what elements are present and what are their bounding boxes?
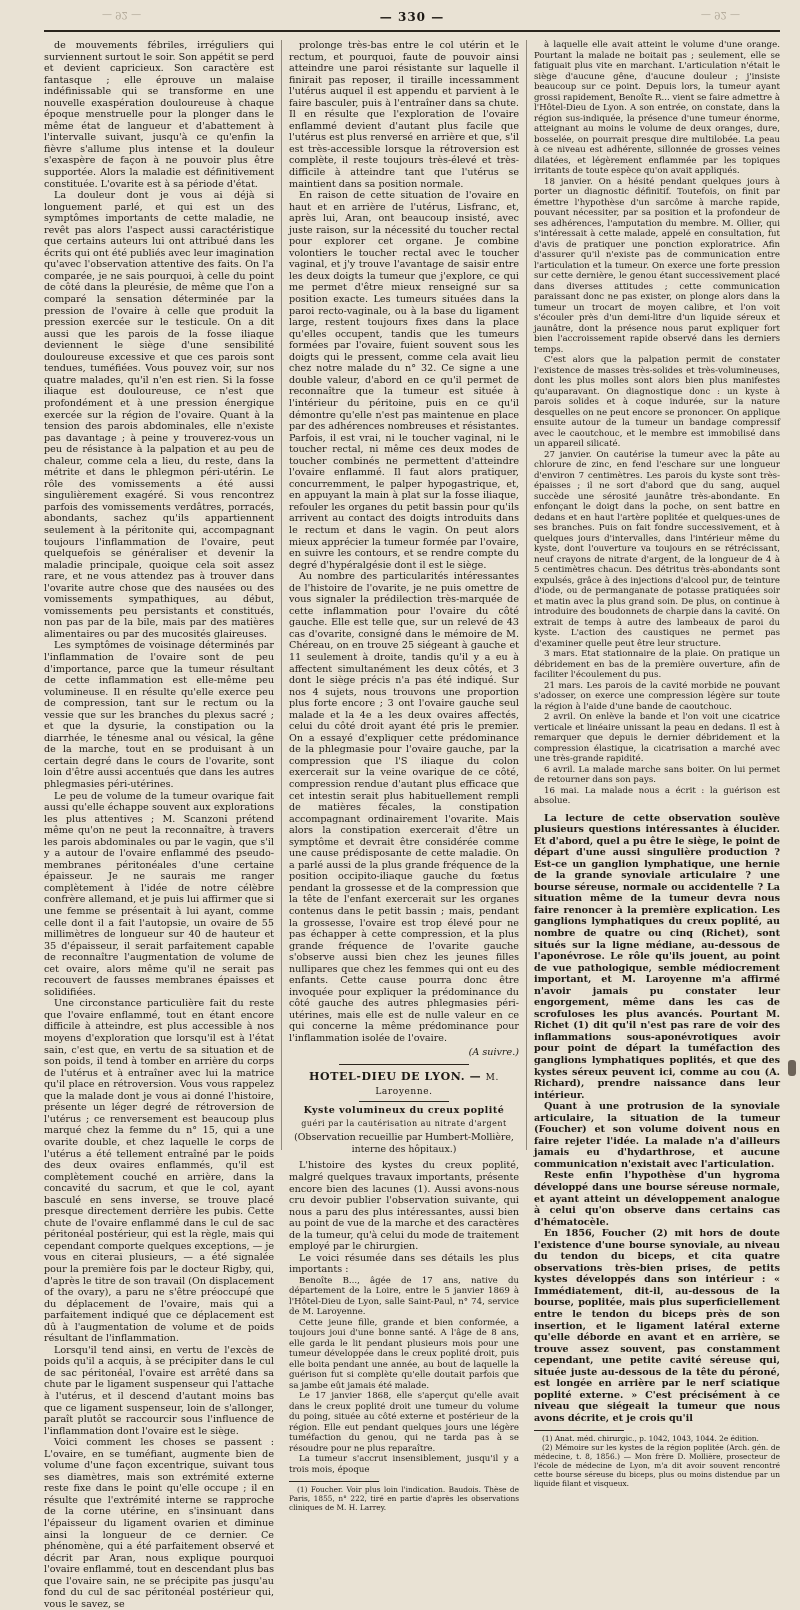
case-report bbox=[289, 1276, 519, 1476]
article-subtitle: guéri par la cautérisation au nitrate d'argent bbox=[301, 1118, 507, 1128]
paragraph: 21 mars. Les parois de la cavité morbide ne pouvant s'adosser, on exerce une compression légère sur toute la région à l'aide d'une bande de caoutchouc. bbox=[534, 680, 780, 712]
bleed-through-text-left: — 92 — bbox=[102, 9, 142, 20]
hospital-title: HOTEL-DIEU DE LYON. — bbox=[309, 1070, 482, 1084]
paragraph: 2 avril. On enlève la bande et l'on voit une cicatrice verticale et linéaire unissant la peau en dedans. Il est à remarquer que depuis le dernier débridement et la compression élastique, la cicatrisation a marché avec une très-grande rapidité. bbox=[534, 712, 780, 764]
footnote-rule bbox=[534, 1430, 624, 1431]
paragraph: 27 janvier. On cautérise la tumeur avec la pâte au chlorure de zinc, en fend l'eschare sur une longueur d'environ 7 centimètres. Les parois du kyste sont très-épaisses ; il ne sort d'abord que du sang, auquel succède une sérosité jaunâtre très-abondante. En enfonçant le doigt dans la poche, on sent battre en dedans et en haut l'artère poplitée et quelques-unes de ses branches. Puis on fait fondre successivement, et à quelques jours d'intervalles, dans l'intérieur même du kyste, dont l'ouverture va toujours en se rétrécissant, neuf crayons de nitrate d'argent, de la longueur de 4 à 5 centimètres chacun. Des détritus très-abondants sont expulsés, grâce à des injections d'alcool pur, de teinture d'iode, ou de permanganate de potasse pratiquées soir et matin avec la plus grand soin. De plus, on continue à introduire des boudonnets de charpie dans la cavité. On extrait de temps à autre des lambeaux de paroi du kyste. L'action des caustiques ne permet pas d'examiner quelle peut être leur structure. bbox=[534, 449, 780, 649]
section-divider bbox=[339, 1064, 469, 1065]
paragraph: Une circonstance particulière fait du reste que l'ovaire enflammé, tout en étant encore difficile à atteindre, est plus accessible à nos moyens d'exploration que lorsqu'il est à l'état sain, c'est que, en vertu de sa situation et de son poids, il tend à tomber en arrière du corps de l'utérus et à entraîner avec lui la matrice qu'il place en rétroversion. Vous vous rappelez que la malade dont je vous ai donné l'histoire, présente un léger degré de rétroversion de l'utérus ; ce renversement est beaucoup plus marqué chez la femme du n° 15, qui a une ovarite double, et chez laquelle le corps de l'utérus a été tellement entraîné par le poids des deux ovaires enflammés, qu'il est complètement couché en arrière, dans la concavité du sacrum, et que le col, ayant basculé en sens inverse, se trouve placé presque directement derrière les pubis. Cette chute de l'ovaire enflammé dans le cul de sac péritonéal postérieur, qui est la règle, mais qui cependant comporte quelques exceptions, — je vous en citerai plusieurs, — a été signalée pour la première fois par le docteur Rigby, qui, d'après le titre de son travail (On displacement of the ovary), a paru ne s'être préoccupé que du déplacement de l'ovaire, mais qui a parfaitement indiqué que ce déplacement est dû à l'augmentation de volume et de poids résultant de l'inflammation. bbox=[44, 998, 274, 1345]
paragraph: 3 mars. Etat stationnaire de la plaie. On pratique un débridement en bas de la première ouverture, afin de faciliter l'écoulement du pus. bbox=[534, 649, 780, 680]
paragraph: C'est alors que la palpation permit de constater l'existence de masses très-solides et très-volumineuses, dont les plus molles sont alors bien plus manifestes qu'auparavant. On diagnostique donc : un kyste à parois solides et à coque indurée, sur la nature desquelles on ne peut encore se prononcer. On applique ensuite autour de la tumeur un bandage compressif avec le caoutchouc, et le membre est immobilisé dans un appareil silicaté. bbox=[534, 355, 780, 449]
paragraph: Lorsqu'il tend ainsi, en vertu de l'excès de poids qu'il a acquis, à se précipiter dans le cul de sac péritonéal, l'ovaire est arrêté dans sa chute par le ligament suspenseur qui l'attache à l'utérus, et il descend d'autant moins bas que ce ligament suspenseur, loin de s'allonger, paraît plutôt se raccourcir sous l'influence de l'inflammation dont l'ovaire est le siège. bbox=[44, 1344, 274, 1437]
paragraph: Les symptômes de voisinage déterminés par l'inflammation de l'ovaire sont de peu d'importance, parce que la tumeur résultant de cette inflammation est elle-même peu volumineuse. Il en résulte qu'elle exerce peu de compression, tant sur le rectum ou la vessie que sur les branches du plexus sacré ; et que la dysurie, la constipation ou la diarrhée, le ténesme anal ou vésical, la gêne de la marche, tout en se produisant à un certain degré dans le cours de l'ovarite, sont loin d'être aussi accentués que dans les autres phlegmasies péri-utérines. bbox=[44, 640, 274, 790]
footnote: (1) Anat. méd. chirurgic., p. 1042, 1043, 1044. 2e édition. bbox=[542, 1434, 759, 1444]
paragraph: 18 janvier. On a hésité pendant quelques jours à porter un diagnostic définitif. Toutefois, on finit par émettre l'hypothèse d'un sarcôme à marche rapide, pouvant nécessiter, par sa position et la profondeur de ses adhérences, l'amputation du membre. M. Ollier, qui s'intéressait à cette malade, appelé en consultation, fut d'avis de pratiquer une ponction exploratrice. Afin d'assurer qu'il n'existe pas de communication entre l'articulation et la tumeur. On exerce une forte pression sur cette dernière, le genou étant successivement placé dans diverses attitudes ; cette communication paraissant donc ne pas exister, on plonge alors dans la tumeur un trocart de moyen calibre, et l'on voit s'écouler près d'un demi-litre d'un liquide séreux et jaunâtre, dont la présence nous parut expliquer fort bien l'accroissement rapide observé dans les derniers temps. bbox=[534, 176, 780, 355]
paragraph: En raison de cette situation de l'ovaire en haut et en arrière de l'utérus, Lisfranc, et, après lui, Aran, ont beaucoup insisté, avec juste raison, sur la nécessité du toucher rectal pour explorer cet organe. Je combine volontiers le toucher rectal avec le toucher vaginal, et j'y trouve l'avantage de saisir entre les deux doigts la tumeur que j'explore, ce qui me permet d'être mieux renseigné sur sa position exacte. Les tumeurs situées dans la paroi recto-vaginale, ou à la base du ligament large, restent toujours fixes dans la place qu'elles occupent, tandis que les tumeurs formées par l'ovaire, fuient souvent sous les doigts qui le pressent, comme cela avait lieu chez notre malade du n° 32. Ce signe a une double valeur, d'abord en ce qu'il permet de reconnaître que la tumeur est située à l'intérieur du péritoine, puis en ce qu'il démontre qu'elle n'est pas maintenue en place par des adhérences nombreuses et résistantes. Parfois, il est vrai, ni le toucher vaginal, ni le toucher rectal, ni même ces deux modes de toucher combinés ne permettent d'atteindre l'ovaire enflammé. Il faut alors pratiquer, concurremment, le palper hypogastrique, et, en appuyant la main à plat sur la fosse iliaque, refouler les organes du petit bassin pour qu'ils arrivent au contact des doigts introduits dans le rectum et dans le vagin. On peut alors mieux apprécier la tumeur formée par l'ovaire, en suivre les contours, et se rendre compte du degré d'hypéralgésie dont il est le siège. bbox=[289, 190, 519, 571]
page-header bbox=[44, 8, 780, 32]
paragraph: à laquelle elle avait atteint le volume d'une orange. Pourtant la malade ne boitait pas ; seulement, elle se fatiguait plus vite en marchant. L'articulation n'était le siège d'aucune gêne, d'aucune douleur ; j'insiste beaucoup sur ce point. Depuis lors, la tumeur ayant grossi rapidement, Benoîte R... vient se faire admettre à l'Hôtel-Dieu de Lyon. A son entrée, on constate, dans la région sus-indiquée, la présence d'une tumeur énorme, atteignant au moins le volume de deux oranges, dure, bosselée, on pourrait presque dire multilobée. La peau à ce niveau est adhérente, sillonnée de grosses veines dilatées, et légèrement enflammée par les topiques irritants de toute espèce qu'on avait appliqués. bbox=[534, 40, 780, 176]
paragraph: de mouvements fébriles, irréguliers qui surviennent surtout le soir. Son appétit se perd et devient capricieux. Son caractère est fantasque ; elle éprouve un malaise indéfinissable qui se transforme en une nouvelle exaspération douloureuse à chaque époque menstruelle pour la plonger dans le même état de langueur et d'abattement à l'intervalle suivant, jusqu'à ce qu'enfin la fièvre s'allume plus intense et la douleur s'exaspère de façon à ne pouvoir plus être supportée. Alors la maladie est définitivement constituée. L'ovarite est à sa période d'état. bbox=[44, 40, 274, 190]
paragraph: Voici comment les choses se passent : L'ovaire, en se tuméfiant, augmente bien de volume d'une façon excentrique, suivant tous ses diamètres, mais son extrémité externe reste fixe dans le point qu'elle occupe ; il en résulte que l'extrémité interne se rapproche de la corne utérine, en s'insinuant dans l'épaisseur du ligament ovarien et diminue ainsi la longueur de ce dernier. Ce phénomène, qui a été parfaitement observé et décrit par Aran, nous explique pourquoi l'ovaire enflammé, tout en descendant plus bas que l'ovaire sain, ne se précipite pas jusqu'au fond du cul de sac péritonéal postérieur qui, vous le savez, se bbox=[44, 1437, 274, 1610]
page-number: — 330 — bbox=[379, 10, 445, 24]
paper-stain bbox=[788, 1060, 796, 1076]
paragraph: La douleur dont je vous ai déjà si longuement parlé, et qui est un des symptômes importants de cette maladie, ne revêt pas alors l'aspect aussi caractéristique que certains auteurs lui ont attribué dans les écrits qui ont été publiés avec leur imagination qu'avec l'observation attentive des faits. On l'a comparée, je ne sais pourquoi, à celle du point de côté dans la pleurésie, de même que l'on a comparé la sensation déterminée par la pression de l'ovaire à celle que produit la pression exercée sur le testicule. On a dit aussi que les parois de la fosse iliaque deviennent le siège d'une sensibilité douloureuse excessive et que ces parois sont tendues, tuméfiées. Vous pouvez voir, sur nos quatre malades, qu'il n'en est rien. Si la fosse iliaque est douloureuse, ce n'est que profondément et à une pression énergique exercée sur la région de l'ovaire. Quant à la tension des parois abdominales, elle n'existe pas davantage ; à peine y trouverez-vous un peu de résistance à la palpation et au peu de chaleur, comme cela a lieu, du reste, dans la métrite et dans le phlegmon péri-utérin. Le rôle des vomissements a été aussi singulièrement exagéré. Si vous rencontrez parfois des vomissements verdâtres, porracés, abondants, sachez qu'ils appartiennent seulement à la péritonite qui, accompagnant toujours l'inflammation de l'ovaire, peut quelquefois se généraliser et devenir la maladie principale, quoique cela soit assez rare, et ne vous attendez pas à trouver dans l'ovarite autre chose que des nausées ou des vomissements sympathiques, au début, vomissements peu persistants et constitués, non pas par de la bile, mais par des matières alimentaires ou par des mucosités glaireuses. bbox=[44, 190, 275, 640]
article-title: Kyste volumineux du creux poplité bbox=[303, 1105, 505, 1117]
paragraph: En 1856, Foucher (2) mit hors de doute l'existence d'une bourse synoviale, au niveau du tendon du biceps, et cita quatre observations très-bien prises, de petits kystes développés dans son intérieur : « Immédiatement, dit-il, au-dessous de la bourse, poplitée, mais plus superficiellement entre le tendon du biceps près de son insertion, et le ligament latéral externe qu'elle déborde en avant et en arrière, se trouve assez souvent, pas constamment cependant, une petite cavité séreuse qui, située juste au-dessous de la tête du péroné, est longée en arrière par le nerf sciatique poplité externe. » C'est précisément à ce niveau que siégeait la tumeur que nous avons décrite, et je crois qu'il bbox=[534, 1228, 780, 1424]
column-divider bbox=[281, 40, 282, 1150]
footnotes-middle bbox=[289, 1485, 519, 1512]
paragraph: Le voici résumée dans ses détails les plus importants : bbox=[289, 1252, 519, 1276]
bleed-through-text-right: — 92 — bbox=[700, 9, 740, 20]
paragraph: La lecture de cette observation soulève plusieurs questions intéressantes à élucider. Et d'abord, quel a pu être le siège, le point de départ d'une aussi singulière production ? Est-ce un ganglion lymphatique, une hernie de la grande synoviale articulaire ? une bourse séreuse, normale ou accidentelle ? La situation même de la tumeur devra nous faire renoncer à la première explication. Les ganglions lymphatiques du creux poplité, au nombre de quatre ou cinq (Richet), sont situés sur la ligne médiane, au-dessous de l'aponévrose. Le rôle qu'ils jouent, au point de vue pathologique, semble médiocrement important, et M. Laroyenne m'a affirmé n'avoir jamais pu constater leur engorgement, même dans les cas de scrofuloses les plus avancés. Pourtant M. Richet (1) dit qu'il n'est pas rare de voir des inflammations sous-aponévrotiques avoir pour point de départ la tuméfaction des ganglions lymphatiques poplités, et que des kystes séreux peuvent ici, comme au cou (A. Richard), prendre naissance dans leur intérieur. bbox=[534, 812, 781, 1101]
paragraph: Cette jeune fille, grande et bien conformée, a toujours joui d'une bonne santé. A l'âge de 8 ans, elle garda le lit pendant plusieurs mois pour une tumeur développée dans le creux poplité droit, puis elle boita pendant une année, au bout de laquelle la guérison fut si complète qu'elle doutait parfois que sa jambe eût jamais été malade. bbox=[289, 1317, 519, 1391]
case-report-continued bbox=[534, 40, 780, 807]
paragraph: La tumeur s'accrut insensiblement, jusqu'il y a trois mois, époque bbox=[289, 1454, 519, 1475]
heading-rule bbox=[359, 1101, 449, 1102]
paragraph: Quant à une protrusion de la synoviale articulaire, la situation de la tumeur (Foucher) et son volume doivent nous en faire rejeter l'idée. La malade n'a d'ailleurs jamais eu d'hydarthrose, et aucune communication n'existait avec l'articulation. bbox=[534, 1101, 780, 1170]
column-middle bbox=[289, 40, 519, 1513]
hospital-heading bbox=[289, 1071, 519, 1098]
paragraph: Le peu de volume de la tumeur ovarique fait aussi qu'elle échappe souvent aux explorations les plus attentives ; M. Scanzoni prétend même qu'on ne peut la reconnaître, à travers les parois abdominales ou par le vagin, que s'il y a autour de l'ovaire enflammé des pseudo-membranes péritonéales d'une certaine épaisseur. Je ne saurais me ranger complètement à l'idée de notre célèbre confrère allemand, et je puis lui affirmer que si une femme se présentait à lui ayant, comme celle dont il a fait l'autopsie, un ovaire de 55 millimètres de longueur sur 40 de hauteur et 35 d'épaisseur, il serait parfaitement capable de reconnaître l'augmentation de volume de cet ovaire, alors même qu'il ne serait pas recouvert de fausses membranes épaisses et solidifiées. bbox=[44, 790, 274, 998]
discussion bbox=[534, 813, 780, 1425]
paragraph: Reste enfin l'hypothèse d'un hygroma développé dans une bourse séreuse normale, et ayant atteint un développement analogue à celui qu'on observe dans certains cas d'hématocèle. bbox=[534, 1170, 780, 1228]
paragraph: Le 17 janvier 1868, elle s'aperçut qu'elle avait dans le creux poplité droit une tumeur du volume du poing, située au côté externe et postérieur de la région. Elle eut pendant quelques jours une légère tuméfaction du genou, qui ne tarda pas à se résoudre pour ne plus reparaître. bbox=[289, 1391, 519, 1454]
paragraph: 6 avril. La malade marche sans boiter. On lui permet de retourner dans son pays. bbox=[534, 764, 780, 785]
to-be-continued: (A suivre.) bbox=[468, 1046, 519, 1058]
footnote-rule bbox=[289, 1481, 379, 1482]
paragraph: Au nombre des particularités intéressantes de l'histoire de l'ovarite, je ne puis omettre de vous signaler la prédilection très-marquée de cette inflammation pour l'ovaire du côté gauche. Elle est telle que, sur un relevé de 43 cas d'ovarite, consigné dans le mémoire de M. Chéreau, on en trouve 25 siégeant à gauche et 11 seulement à droite, tandis qu'il y a eu à affectent simultanément les deux côtés, et 3 dont le siège précis n'a pas été indiqué. Sur nos 4 sujets, nous trouvons une proportion plus forte encore ; 3 ont l'ovaire gauche seul malade et la 4e a les deux ovaires affectés, celui du côté droit ayant été pris le premier. On a essayé d'expliquer cette prédominance de la phlegmasie pour l'ovaire gauche, par la compression que l'S iliaque du colon exercerait sur la veine ovarique de ce côté, compression rendue d'autant plus efficace que cet intestin serait plus habituellement rempli de matières fécales, la constipation accompagnant ordinairement l'ovarite. Mais alors la constipation exercerait d'être un symptôme et devrait être considérée comme une cause prédisposante de cette maladie. On a parlé aussi de la plus grande fréquence de la position occipito-iliaque gauche du fœtus pendant la grossesse et de la compression que la tête de l'enfant exercerait sur les organes contenus dans le petit bassin ; mais, pendant la grossesse, l'ovaire est trop élevé pour ne pas échapper à cette compression, et la plus grande fréquence de l'ovarite gauche s'observe aussi bien chez les jeunes filles nullipares que chez les femmes qui ont eu des enfants. Cette cause pourra donc être invoquée pour expliquer la prédominance du côté gauche des autres phlegmasies péri-utérines, mais elle est de nulle valeur en ce qui concerne la même prédominance pour l'inflammation isolée de l'ovaire. bbox=[289, 571, 519, 1045]
footnotes-right bbox=[534, 1434, 780, 1488]
paragraph: 16 mai. La malade nous a écrit : la guérison est absolue. bbox=[534, 785, 780, 806]
article-observation-credit: (Observation recueillie par Humbert-Mollière, interne des hôpitaux.) bbox=[294, 1132, 514, 1155]
column-right bbox=[534, 40, 781, 1489]
column-divider bbox=[526, 40, 527, 1150]
hospital-author: M. Laroyenne. bbox=[375, 1073, 499, 1097]
footnote: (1) Foucher. Voir plus loin l'indication. Baudois. Thèse de Paris, 1855, n° 222, tiré en partie d'après les observations cliniques de M. H. Larrey. bbox=[289, 1485, 519, 1513]
paragraph: L'histoire des kystes du creux poplité, malgré quelques travaux importants, présente encore bien des lacunes (1). Aussi avons-nous cru devoir publier l'observation suivante, qui nous a paru des plus intéressantes, aussi bien au point de vue de la marche et des caractères de la tumeur, qu'à celui du mode de traitement employé par le chirurgien. bbox=[289, 1160, 519, 1253]
column-left bbox=[44, 40, 275, 1610]
footnote: (2) Mémoire sur les kystes de la région poplitée (Arch. gén. de médecine, t. 8, 1856.) — Mon frère D. Mollière, prosecteur de l'école de médecine de Lyon, m'a dit avoir souvent rencontré cette bourse séreuse du biceps, plus ou moins distendue par un liquide filant et visqueux. bbox=[534, 1443, 780, 1489]
paragraph: prolonge très-bas entre le col utérin et le rectum, et pourquoi, faute de pouvoir ainsi atteindre une paroi résistante sur laquelle il finirait pas reposer, il tiraille incessamment l'utérus auquel il est appendu et parvient à le faire basculer, puis à l'entraîner dans sa chute. Il en résulte que l'exploration de l'ovaire enflammé devient d'autant plus facile que l'utérus est plus renversé en arrière et que, s'il est très-accessible lorsque la rétroversion est complète, il reste toujours très-élevé et très-difficile à atteindre tant que l'utérus se maintient dans sa position normale. bbox=[289, 40, 519, 190]
paragraph: Benoîte B..., âgée de 17 ans, native du département de la Loire, entre le 5 janvier 1869 à l'Hôtel-Dieu de Lyon, salle Saint-Paul, n° 74, service de M. Laroyenne. bbox=[289, 1275, 519, 1318]
